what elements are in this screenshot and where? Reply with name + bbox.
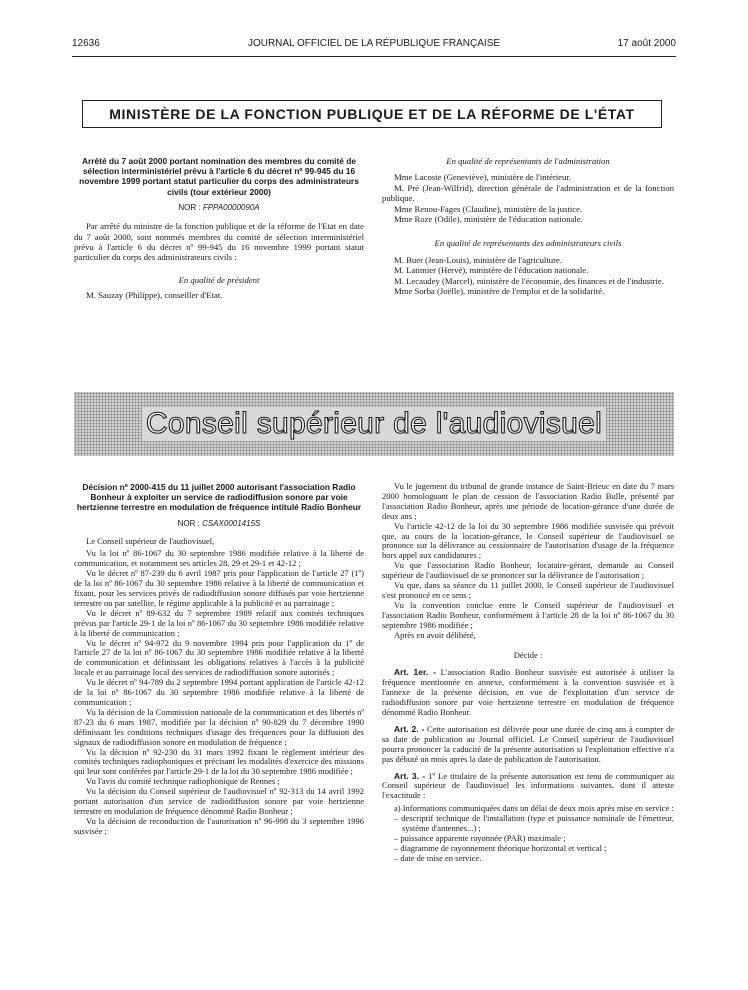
page-number: 12636 xyxy=(72,38,100,49)
decision-nor-label: NOR : xyxy=(177,518,203,528)
visa-paragraph: Vu que, dans sa séance du 11 juillet 2000, le Conseil supérieur de l'audiovisuel s'est prononcé en ce sens ; xyxy=(382,580,674,600)
arrete-nor-code: FPPA0000090A xyxy=(202,202,260,212)
president-member: M. Sauzay (Philippe), conseiller d'Etat. xyxy=(86,290,223,301)
president-heading: En qualité de président xyxy=(178,274,260,285)
article-1-label: Art. 1er. - xyxy=(394,667,436,678)
journal-title: JOURNAL OFFICIEL DE LA RÉPUBLIQUE FRANÇAISE xyxy=(247,38,501,49)
visa-paragraph: Vu la loi nº 86-1067 du 30 septembre 1986 modifiée relative à la liberté de communication, et notamment ses articles 28, 29 et 29-1 et 42-12 ; xyxy=(74,548,364,569)
civil-heading: En qualité de représentants des administrateurs civils xyxy=(434,238,622,249)
article-1-text: L'association Radio Bonheur susvisée est autorisée à utiliser la fréquence mentionnée en annexe, conformément à la convention susvisée et à l'annexe de la présente décision, en vue de l'exploitation d'un service de radiodiffusion sonore par voie hertzienne terrestre en modulation de fréquence dénommé Radio Bonheur. xyxy=(382,667,674,718)
decision-title: Décision nº 2000-415 du 11 juillet 2000 autorisant l'association Radio Bonheur à exploiter un service de radiodiffusion sonore par voie hertzienne terrestre en modulation de fréquence intitulé Radio Bonheur xyxy=(76,482,362,513)
arrete-intro: Par arrêté du ministre de la fonction publique et de la réforme de l'Etat en date du 7 août 2000, sont nommés membres du comité de sélection interministériel prévu à l'article 6 du décret nº 99-945 du 16 novembre 1999 portant statut particulier du corps des administrateurs civils : xyxy=(74,221,364,263)
visa-paragraph: Vu la décision du Conseil supérieur de l'audiovisuel nº 92-313 du 14 avril 1992 portant autorisation d'un service de radiodiffusion sonore par voie hertzienne terrestre en modulation de fréquence dénommé Radio Bonheur ; xyxy=(74,786,364,816)
visa-paragraph: Vu l'article 42-12 de la loi du 30 septembre 1986 modifiée susvisée qui prévoit que, au cours de la location-gérance, le Conseil supérieur de l'audiovisuel se prononce sur la délivrance au cessionnaire de l'autorisation d'usage de la fréquence hors appel aux candidatures ; xyxy=(382,520,674,561)
article-2 xyxy=(382,725,674,765)
visa-paragraph: Vu le décret nº 94-972 du 9 novembre 1994 pris pour l'application du 1º de l'article 27 de la loi nº 86-1067 du 30 septembre 1986 modifiée relative à la liberté de communication et définissant les obligations relatives à l'accès à la publicité locale et au parrainage local des services de radiodiffusion sonore autorisés ; xyxy=(74,637,364,678)
article-3-text: 1º Le titulaire de la présente autorisation est tenu de communiquer au Conseil supérieur de l'audiovisuel les informations suivantes, dont il atteste l'exactitude : xyxy=(382,770,675,801)
admin-member: Mme Renou-Fages (Claudine), ministère de la justice. xyxy=(394,203,583,214)
header-rule xyxy=(72,56,676,57)
civil-member: M. Lecaudey (Marcel), ministère de l'économie, des finances et de l'industrie. xyxy=(394,275,664,286)
ministry-title: MINISTÈRE DE LA FONCTION PUBLIQUE ET DE LA RÉFORME DE L'ÉTAT xyxy=(109,106,635,122)
decision-left-column xyxy=(74,482,364,837)
list-item: – date de mise en service. xyxy=(394,854,674,864)
article-2-label: Art. 2. - xyxy=(394,723,425,734)
civil-member: M. Latimier (Hervé), ministère de l'éducation nationale. xyxy=(394,265,589,276)
visa-paragraph: Vu la décision nº 92-230 du 31 mars 1992 fixant le règlement intérieur des comités techniques radiophoniques et précisant les modalités d'exercice des missions qui leur sont conférées par l'article 29-1 de la loi du 30 septembre 1986 modifiée ; xyxy=(74,746,364,777)
admin-member: M. Pré (Jean-Wilfrid), direction générale de l'administration et de la fonction publique. xyxy=(382,182,674,204)
visa-paragraph: Vu la décision de reconduction de l'autorisation nº 96-998 du 3 septembre 1996 susvisée ; xyxy=(74,815,364,836)
visa-paragraph: Vu l'avis du comité technique radiophonique de Rennes ; xyxy=(86,776,280,787)
decision-nor xyxy=(74,519,364,529)
page-date: 17 août 2000 xyxy=(617,38,676,49)
visa-paragraph: Vu le décret nº 89-632 du 7 septembre 1989 relatif aux comités techniques prévus par l'article 29-1 de la loi nº 86-1067 du 30 septembre 1986 modifiée relative à la liberté de communication ; xyxy=(74,607,364,638)
civil-member: M. Buer (Jean-Louis), ministère de l'agriculture. xyxy=(394,254,563,265)
visa-paragraph: Vu la décision de la Commission nationale de la communication et des libertés nº 87-23 du 6 mars 1987, modifiée par la décision nº 90-829 du 7 décembre 1990 définissant les conditions techniques d'usage des fréquences pour la diffusion des signaux de radiodiffusion sonore en modulation de fréquence ; xyxy=(74,706,364,747)
decision-nor-code: CSAX0001415S xyxy=(202,518,261,528)
visa-paragraph: Vu le décret nº 87-239 du 6 avril 1987 pris pour l'application de l'article 27 (1º) de la loi nº 86-1067 du 30 septembre 1986 relative à la liberté de communication et fixant, pour les services privés de radiodiffusion sonore diffusés par voie hertzienne terrestre ou par satellite, le régime applicable à la publicité et au parrainage ; xyxy=(74,568,364,608)
article-3-label: Art. 3. - xyxy=(394,770,426,781)
admin-member: Mme Roze (Odile), ministère de l'éducation nationale. xyxy=(394,214,583,225)
civil-member: Mme Sorba (Joëlle), ministère de l'emploi et de la solidarité. xyxy=(394,286,605,297)
arrete-left-column xyxy=(74,156,364,301)
visa-paragraph: Après en avoir délibéré, xyxy=(394,629,476,640)
article-2-text: Cette autorisation est délivrée pour une durée de cinq ans à compter de sa date de publication au Journal officiel. Le Conseil supérieur de l'audiovisuel pourra prononcer la caducité de la présente autorisation si l'exploitation effective n'a pas débuté un mois après la date de publication de l'autorisation. xyxy=(382,723,675,764)
arrete-nor xyxy=(74,203,364,213)
list-item: – descriptif technique de l'installation (type et puissance nominale de l'émetteur, système d'antennes...) ; xyxy=(394,814,674,834)
decide-heading: Décide : xyxy=(513,649,543,660)
decision-opening: Le Conseil supérieur de l'audiovisuel, xyxy=(86,535,215,546)
decision-right-column xyxy=(382,482,674,864)
ministry-heading-box xyxy=(82,100,662,128)
article-3 xyxy=(382,772,674,802)
visa-paragraph: Vu le jugement du tribunal de grande instance de Saint-Brieuc en date du 7 mars 2000 homologuant le plan de cession de l'association Radio Bulle, présenté par l'association Radio Bonheur, après une période de location-gérance d'une durée de deux ans ; xyxy=(382,481,674,521)
visa-paragraph: Vu la convention conclue entre le Conseil supérieur de l'audiovisuel et l'association Radio Bonheur, conformément à l'article 28 de la loi nº 86-1067 du 30 septembre 1986 modifiée ; xyxy=(382,599,674,630)
arrete-right-column xyxy=(382,156,674,296)
banner-title: Conseil supérieur de l'audiovisuel xyxy=(142,407,606,441)
visa-paragraph: Vu le décret nº 94-789 du 2 septembre 1994 portant application de l'article 42-12 de la loi nº 86-1067 du 30 septembre 1986 modifiée relative à la liberté de communication ; xyxy=(74,677,364,708)
visa-paragraph: Vu que l'association Radio Bonheur, locataire-gérant, demande au Conseil supérieur de l'audiovisuel de se prononcer sur la délivrance de l'autorisation ; xyxy=(382,560,674,581)
list-item: – puissance apparente rayonnée (PAR) maximale ; xyxy=(394,834,674,844)
article-1 xyxy=(382,668,674,718)
article-3-list xyxy=(382,814,674,864)
arrete-nor-label: NOR : xyxy=(178,202,203,212)
section-banner xyxy=(74,392,674,456)
admin-heading: En qualité de représentants de l'administration xyxy=(446,156,610,166)
arrete-title: Arrêté du 7 août 2000 portant nomination des membres du comité de sélection interministériel prévu à l'article 6 du décret nº 99-945 du 16 novembre 1999 portant statut particulier du corps des administrateurs civils (tour extérieur 2000) xyxy=(79,156,359,197)
article-3-a: a) Informations communiquées dans un délai de deux mois après mise en service : xyxy=(394,803,674,814)
list-item: – diagramme de rayonnement théorique horizontal et vertical ; xyxy=(394,844,674,854)
admin-member: Mme Lacoste (Geneviève), ministère de l'intérieur. xyxy=(394,172,571,183)
